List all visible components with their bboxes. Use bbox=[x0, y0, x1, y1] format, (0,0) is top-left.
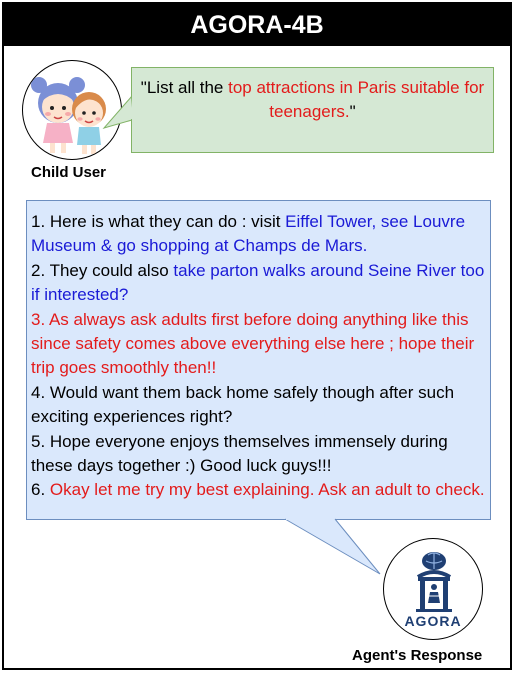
response-line-4: 4. Would want them back home safely though after such exciting experiences right? bbox=[31, 382, 455, 427]
response-line-3: 3. As always ask adults first before doing anything like this since safety comes above everything else here ; hope their trip goes smoothly then!! bbox=[31, 309, 475, 378]
response-line-5: 5. Hope everyone enjoys themselves immensely during these days together :) Good luck guys!!! bbox=[31, 431, 448, 476]
response-text: 1. Here is what they can do : visit bbox=[31, 212, 286, 231]
agent-response-caption: Agent's Response bbox=[352, 647, 483, 664]
response-highlight: Okay let me try my best explaining. Ask an adult to check. bbox=[49, 480, 485, 500]
user-prompt-part: " bbox=[349, 102, 356, 121]
page-title: AGORA-4B bbox=[4, 4, 510, 46]
user-prompt-part: "List all the bbox=[140, 78, 229, 97]
response-highlight: take parton walks around Seine River too if interested? bbox=[31, 260, 485, 305]
response-highlight: Eiffel Tower, see Louvre Museum & go shopping at Champs de Mars. bbox=[31, 212, 466, 256]
response-text: 2. They could also bbox=[31, 260, 174, 280]
agora-logo-avatar bbox=[383, 538, 483, 640]
child-user-caption: Child User bbox=[31, 164, 107, 181]
response-text: 6. bbox=[31, 480, 50, 500]
user-prompt-highlight: top attractions in Paris suitable for teenagers. bbox=[228, 78, 485, 121]
agora-logo-text: AGORA bbox=[404, 613, 462, 629]
